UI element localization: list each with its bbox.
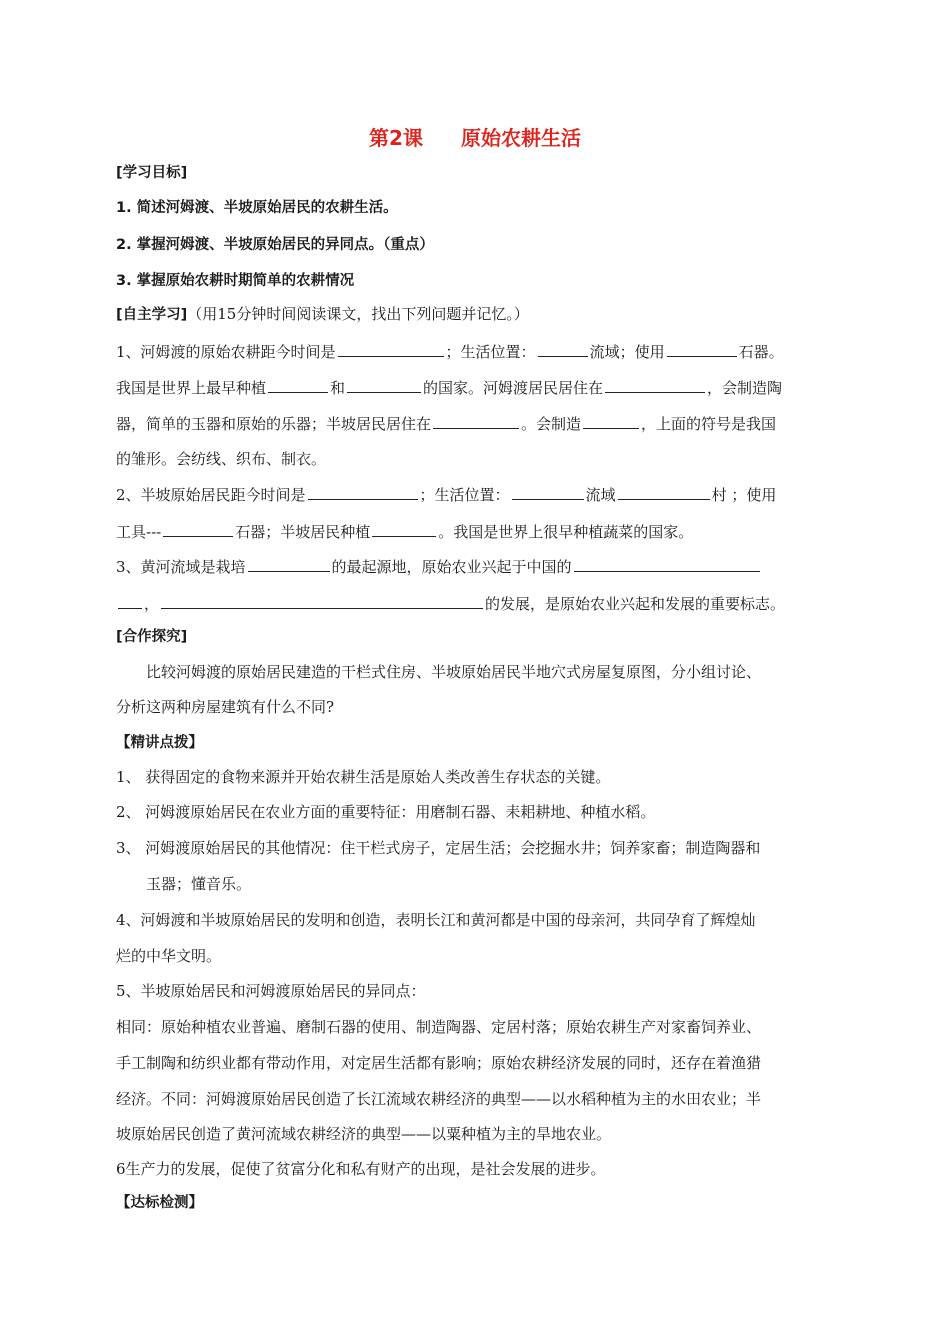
goal-item-3: 3. 掌握原始农耕时期简单的农耕情况 xyxy=(116,273,355,289)
answer-blank[interactable] xyxy=(605,376,705,393)
q1-line-4: 的雏形。会纺线、织布、制衣。 xyxy=(116,450,327,468)
point-3-cont: 玉器；懂音乐。 xyxy=(146,875,252,893)
q1-line-1: 1、河姆渡的原始农耕距今时间是 ；生活位置： 流域；使用 石器。 xyxy=(116,340,784,362)
answer-blank[interactable] xyxy=(338,340,444,357)
answer-blank[interactable] xyxy=(248,555,330,572)
point-5-line-3: 经济。不同：河姆渡原始居民创造了长江流域农耕经济的典型——以水稻种植为主的水田农业；半 xyxy=(116,1090,762,1108)
answer-blank[interactable] xyxy=(538,340,588,357)
answer-blank[interactable] xyxy=(163,520,233,537)
answer-blank[interactable] xyxy=(372,520,436,537)
answer-blank[interactable] xyxy=(574,555,760,572)
coop-line-2: 分析这两种房屋建筑有什么不同? xyxy=(116,698,335,716)
self-study-line xyxy=(116,304,529,325)
coop-line-1: 比较河姆渡的原始居民建造的干栏式住房、半坡原始居民半地穴式房屋复原图，分小组讨论、 xyxy=(146,663,762,681)
self-study-note: （用15分钟时间阅读课文，找出下列问题并记忆。） xyxy=(187,305,529,323)
q2-line-2: 工具--- 石器；半坡居民种植 。我国是世界上很早种植蔬菜的国家。 xyxy=(116,520,693,542)
coop-heading: [合作探究] xyxy=(116,629,188,645)
points-heading: 【精讲点拨】 xyxy=(116,735,203,751)
point-1: 1、 获得固定的食物来源并开始农耕生活是原始人类改善生存状态的关键。 xyxy=(116,768,611,786)
point-5-line-2: 手工制陶和纺织业都有带动作用，对定居生活都有影响；原始农耕经济发展的同时，还存在着渔猎 xyxy=(116,1054,762,1072)
goal-item-2: 2. 掌握河姆渡、半坡原始居民的异同点。（重点） xyxy=(116,237,434,253)
goal-item-1: 1. 简述河姆渡、半坡原始居民的农耕生活。 xyxy=(116,200,398,216)
point-2: 2、 河姆渡原始居民在农业方面的重要特征：用磨制石器、耒耜耕地、种植水稻。 xyxy=(116,803,656,821)
answer-blank[interactable] xyxy=(583,412,639,429)
goals-heading: [学习目标] xyxy=(116,165,188,181)
point-3: 3、 河姆渡原始居民的其他情况：住干栏式房子，定居生活；会挖掘水井；饲养家畜；制造陶器和 xyxy=(116,839,761,857)
point-5-line-4: 坡原始居民创造了黄河流域农耕经济的典型——以粟种植为主的旱地农业。 xyxy=(116,1125,612,1143)
point-4: 4、河姆渡和半坡原始居民的发明和创造，表明长江和黄河都是中国的母亲河，共同孕育了辉煌灿 xyxy=(116,911,756,929)
point-4-cont: 烂的中华文明。 xyxy=(116,947,222,965)
answer-blank[interactable] xyxy=(667,340,737,357)
q1-line-2: 我国是世界上最早种植 和 的国家。河姆渡居民居住在 ，会制造陶 xyxy=(116,376,782,398)
answer-blank[interactable] xyxy=(161,592,483,609)
lesson-number: 第2课 xyxy=(369,126,423,150)
q3-line-1: 3、黄河流域是栽培 的最起源地，原始农业兴起于中国的 xyxy=(116,555,762,577)
q3-line-2: ， 的发展，是原始农业兴起和发展的重要标志。 xyxy=(116,592,785,614)
lesson-name: 原始农耕生活 xyxy=(460,126,581,150)
page-title xyxy=(0,122,950,151)
answer-blank[interactable] xyxy=(268,376,328,393)
check-heading: 【达标检测】 xyxy=(116,1195,203,1211)
self-study-heading: [自主学习] xyxy=(116,307,188,323)
answer-blank[interactable] xyxy=(512,483,584,500)
point-5-same: 相同：原始种植农业普遍、磨制石器的使用、制造陶器、定居村落；原始农耕生产对家畜饲养业、 xyxy=(116,1018,762,1036)
q2-line-1: 2、半坡原始居民距今时间是 ；生活位置： 流域 村 ；使用 xyxy=(116,483,776,505)
answer-blank[interactable] xyxy=(433,412,519,429)
answer-blank[interactable] xyxy=(347,376,421,393)
point-5: 5、半坡原始居民和河姆渡原始居民的异同点： xyxy=(116,982,426,1000)
answer-blank[interactable] xyxy=(118,592,142,609)
q1-line-3: 器，简单的玉器和原始的乐器；半坡居民居住在 。会制造 ，上面的符号是我国 xyxy=(116,412,776,434)
answer-blank[interactable] xyxy=(308,483,418,500)
answer-blank[interactable] xyxy=(618,483,710,500)
point-6: 6生产力的发展，促使了贫富分化和私有财产的出现，是社会发展的进步。 xyxy=(116,1160,606,1178)
